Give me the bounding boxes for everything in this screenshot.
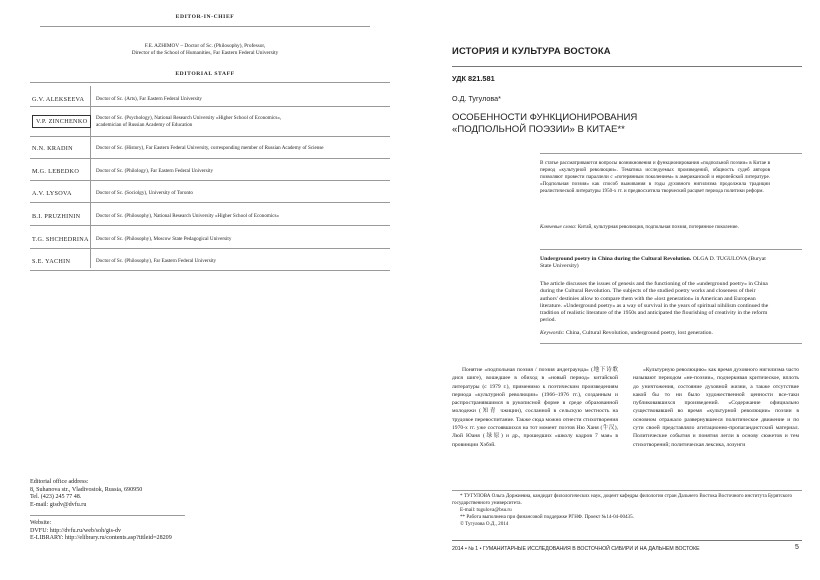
journal-footer: 2014 • № 1 • ГУМАНИТАРНЫЕ ИССЛЕДОВАНИЯ В ВОСТОЧНОЙ СИБИРИ И НА ДАЛЬНЕМ ВОСТОКЕ <box>452 546 700 552</box>
divider <box>30 136 390 137</box>
abstract-en: The article discusses the issues of genesis and the functioning of the «underground poetry» in China during the Cultural Revolution. The subjects of the studied poetry works and closeness of their authors' destinies allow to compare them with the «lost generation» in American and European literature. «Underground poetry» as a way of survival in the years of spiritual nihilism continued the tradition of realistic literature of the 1950s and anticipated the flourishing of creativity in the reform period. <box>540 281 769 324</box>
article-title <box>452 112 637 136</box>
abstract-ru: В статье рассматриваются вопросы возникновения и функционирования «подпольной поэзии» в Китае в период «культурной революции». Тематика исследуемых произведений, общность судеб авторов позволяют провести параллели с «потерянным поколением» в американской и европейской литературе. «Подпольная поэзия» как способ выживания в годы духовного нигилизма продолжила традиции реалистической литературы 1950-х гг. и предвосхитила творческий расцвет периода политики реформ. <box>540 160 770 194</box>
member-description-line: Doctor of Sc. (Psychology), National Research University «Higher School of Economics», <box>96 115 282 121</box>
divider <box>30 202 390 203</box>
english-title <box>540 256 770 271</box>
member-description: Doctor of Sc. (Philosophy), National Research University «Higher School of Economics» <box>96 213 280 219</box>
keywords-text: Китай, культурная революция, подпольная поэзия, потерянное поколение. <box>577 224 739 230</box>
member-description: Doctor of Sc. (Sociolgy), University of Toronto <box>96 190 193 196</box>
member-name: G.V. ALEKSEEVA <box>32 96 85 103</box>
english-author: OLGA D. TUGULOVA (Buryat State University) <box>540 256 766 270</box>
member-description: Doctor of Sc. (Philosophy), Moscow State Pedagogical University <box>96 236 232 242</box>
keywords-label: Ключевые слова: <box>540 224 577 230</box>
divider <box>30 270 390 271</box>
member-name: T.G. SHCHEDRINA <box>32 236 89 243</box>
editor-in-chief-info <box>0 43 410 57</box>
footnote-email[interactable]: E-mail: tugulova@bsu.ru <box>460 507 512 513</box>
article-title-line: ОСОБЕННОСТИ ФУНКЦИОНИРОВАНИЯ <box>452 112 638 123</box>
keywords-ru <box>540 224 770 231</box>
member-description-line: academician of Russian Academy of Education <box>96 122 193 128</box>
editor-in-chief-line: Director of the School of Humanities, Far Eastern Federal University <box>131 50 279 56</box>
divider <box>30 180 390 181</box>
section-rubric: ИСТОРИЯ И КУЛЬТУРА ВОСТОКА <box>452 45 611 56</box>
editorial-staff-heading: EDITORIAL STAFF <box>175 71 235 77</box>
office-phone: Tel. (423) 245 77 48. <box>30 494 82 500</box>
editor-in-chief-line: F.E. AZHIMOV – Doctor of Sc. (Philosophy), Professor, <box>144 43 266 49</box>
divider <box>30 106 390 107</box>
divider <box>30 225 390 226</box>
divider <box>30 248 390 249</box>
website-elibrary-link[interactable]: E-LIBRARY: http://elibrary.ru/contents.asp?titleid=28209 <box>30 535 172 541</box>
member-description: Doctor of Sc. (Philosophy), Far Eastern Federal University <box>96 258 217 264</box>
copyright: © Тугулова О.Д., 2014 <box>460 521 509 527</box>
divider <box>30 158 390 159</box>
body-column-2: «Культурную революцию» как время духовного нигилизма часто называют периодом «не-поэзии», подчеркивая критическое, вплоть до уничтожения, состояние духовной жизни, а также отсутствие какой бы то ни было художественной ценности все-таки публиковавшихся произведений. «Содержание официально существовавшей во время «культурной революции» поэзии в основном отражало развернувшееся политическое движение и по сути своей представляло агитационно-пропагандистский материал. Политические события и понятия легли в основу сюжетов и тем стихотворений; политическая лексика, лозунги <box>633 367 799 448</box>
footnote-author: * ТУГУЛОВА Ольга Доржиевна, кандидат филологических наук, доцент кафедры филологии стран Дальнего Востока Восточного института Бурятского государственного университета. <box>452 493 793 506</box>
website-info <box>30 520 172 543</box>
article-title-line: «ПОДПОЛЬНОЙ ПОЭЗИИ» В КИТАЕ** <box>452 124 625 135</box>
keywords-en <box>540 330 770 337</box>
member-description: Doctor of Sc. (Arts), Far Eastern Federal University <box>96 96 202 102</box>
editorial-office-address <box>30 479 142 509</box>
editor-in-chief-heading: EDITOR-IN-CHIEF <box>175 14 235 20</box>
member-description: Doctor of Sc. (Philology), Far Eastern Federal University <box>96 168 213 174</box>
office-heading: Editorial office address: <box>30 479 89 485</box>
divider <box>452 66 802 67</box>
website-heading: Website: <box>30 520 52 526</box>
footer-divider <box>452 540 802 541</box>
page-number: 5 <box>795 544 799 551</box>
website-dvfu-link[interactable]: DVFU: http://dvfu.ru/web/soh/gis-dv <box>30 527 122 534</box>
divider <box>540 343 802 344</box>
article-author: О.Д. Тугулова* <box>452 94 501 103</box>
divider <box>540 249 802 250</box>
divider <box>30 515 185 516</box>
member-description <box>96 115 396 129</box>
member-name: B.I. PRUZHININ <box>32 213 81 220</box>
table-divider <box>90 86 91 268</box>
body-column-1: Понятие «подпольная поэзия / поэзия андеграунда» (地下诗歌 дися шиге), вошедшее в обиход в «новый период» китайской литературы (с 1979 г.), применимо к поэтическим произведениям периода «культурной революции» (1966–1976 гг.), созданным и распространявшимся в рукописной форме в среде образованной молодежи (知青 чжицин), сосланной в сельскую местность на трудовое перевоспитание. Также сюда можно отнести стихотворения 1970-х гг. уже состоявшихся на тот момент поэтов Ню Ханя (牛汉), Люй Юаня (绿原) и др., прошедших «школу кадров 7 мая» в провинции Хэбэй. <box>452 367 618 448</box>
member-name: S.E. YACHIN <box>32 258 71 265</box>
member-name: M.G. LEBEDKO <box>32 168 80 175</box>
member-name-highlighted: V.P. ZINCHENKO <box>32 115 91 128</box>
footnote-grant: ** Работа выполнена при финансовой поддержке РГНФ. Проект №14-04-00435. <box>460 514 634 520</box>
divider <box>540 153 802 154</box>
english-title-text: Underground poetry in China during the Cultural Revolution. <box>540 256 692 262</box>
keywords-text: China, Cultural Revolution, underground poetry, lost generation. <box>565 330 713 336</box>
office-address: 8, Suhanova str., Vladivostok, Russia, 690950 <box>30 486 143 493</box>
office-email: E-mail: gisdv@dvfu.ru <box>30 501 87 508</box>
member-name: N.N. KRADIN <box>32 145 73 152</box>
member-name: A.V. LYSOVA <box>32 190 72 197</box>
member-description: Doctor of Sc. (History), Far Eastern Federal University, corresponding member of Russian Academy of Sciense <box>96 145 324 151</box>
udc-code: УДК 821.581 <box>452 74 495 83</box>
divider <box>40 26 370 27</box>
footnote-divider <box>452 490 802 491</box>
divider <box>30 82 390 83</box>
keywords-label: Keywords: <box>540 330 565 336</box>
